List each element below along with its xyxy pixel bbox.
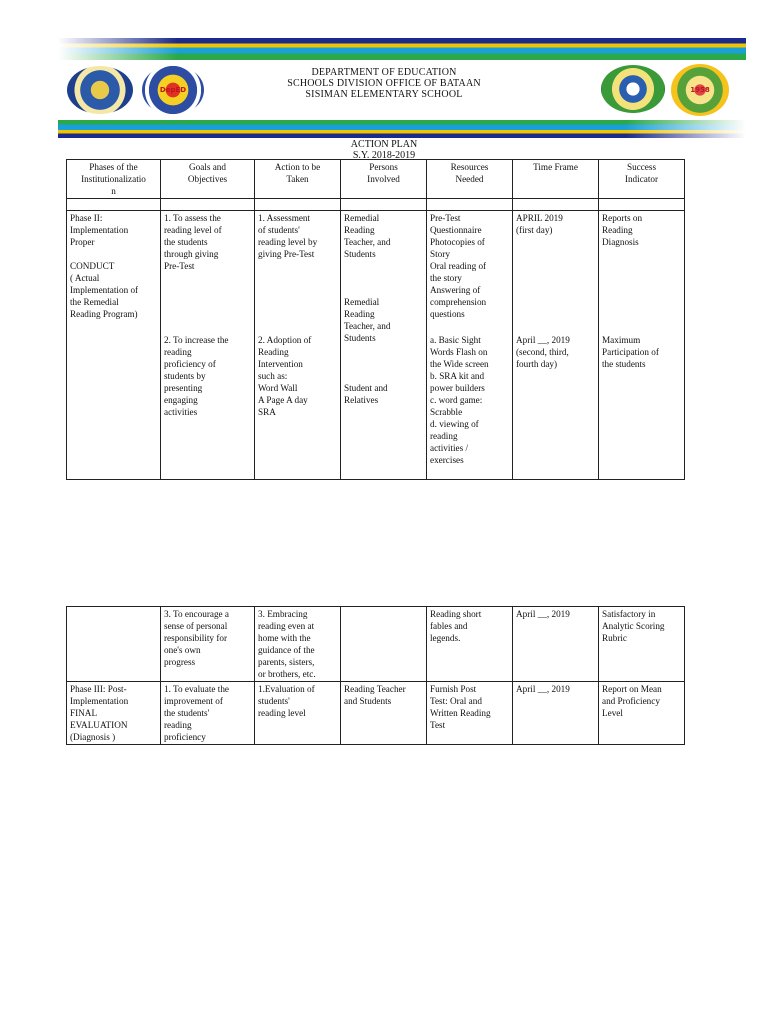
table-spacer-row bbox=[67, 199, 685, 211]
phase-cell bbox=[67, 607, 161, 682]
action-cell: 1.Evaluation of students' reading level bbox=[255, 682, 341, 745]
table-row bbox=[67, 682, 685, 745]
header-goals: Goals and Objectives bbox=[161, 160, 255, 199]
header-success-indicator: Success Indicator bbox=[599, 160, 685, 199]
persons-2: Student and Relatives bbox=[344, 383, 388, 405]
header-phases: Phases of the Institutionalizatio n bbox=[67, 160, 161, 199]
school-seal-text: 1958 bbox=[690, 86, 710, 94]
persons-cell: Reading Teacher and Students bbox=[341, 682, 427, 745]
phase-cell: Phase III: Post- Implementation FINAL EVALUATION (Diagnosis ) bbox=[67, 682, 161, 745]
resources-2: a. Basic Sight Words Flash on the Wide screen b. SRA kit and power builders c. word game: Scrabble d. viewing of reading activities / exercises bbox=[430, 335, 489, 465]
action-plan-table bbox=[66, 159, 685, 480]
time-1: APRIL 2019 (first day) bbox=[516, 213, 563, 235]
table-row bbox=[67, 211, 685, 480]
action-2: 2. Adoption of Reading Intervention such as: Word Wall A Page A day SRA bbox=[258, 335, 312, 417]
action-plan-table-continued bbox=[66, 606, 685, 745]
persons-cell bbox=[341, 211, 427, 480]
indicator-2: Maximum Participation of the students bbox=[602, 335, 659, 369]
time-2: April __, 2019 (second, third, fourth day) bbox=[516, 335, 570, 369]
goal-2: 2. To increase the reading proficiency of students by presenting engaging activities bbox=[164, 335, 229, 417]
indicator-1: Reports on Reading Diagnosis bbox=[602, 213, 643, 247]
letterhead bbox=[0, 67, 768, 100]
header-persons: Persons Involved bbox=[341, 160, 427, 199]
table-row bbox=[67, 607, 685, 682]
plan-title: ACTION PLAN bbox=[350, 139, 418, 150]
goal-cell: 3. To encourage a sense of personal responsibility for one's own progress bbox=[161, 607, 255, 682]
indicator-cell bbox=[599, 211, 685, 480]
goal-cell: 1. To evaluate the improvement of the students' reading proficiency bbox=[161, 682, 255, 745]
deped-logo-text: DepED bbox=[159, 86, 187, 94]
resources-cell: Reading short fables and legends. bbox=[427, 607, 513, 682]
indicator-cell: Report on Mean and Proficiency Level bbox=[599, 682, 685, 745]
indicator-cell: Satisfactory in Analytic Scoring Rubric bbox=[599, 607, 685, 682]
action-1: 1. Assessment of students' reading level by giving Pre-Test bbox=[258, 213, 318, 259]
header-resources: Resources Needed bbox=[427, 160, 513, 199]
resources-cell bbox=[427, 211, 513, 480]
resources-cell: Furnish Post Test: Oral and Written Reading Test bbox=[427, 682, 513, 745]
department-name: DEPARTMENT OF EDUCATION bbox=[311, 67, 457, 78]
plan-title-block bbox=[0, 139, 768, 161]
goal-1: 1. To assess the reading level of the students through giving Pre-Test bbox=[164, 213, 222, 271]
action-cell: 3. Embracing reading even at home with the guidance of the parents, sisters, or brothers, etc. bbox=[255, 607, 341, 682]
time-cell: April __, 2019 bbox=[513, 682, 599, 745]
persons-1: Remedial Reading Teacher, and Students Remedial Reading Teacher, and Students bbox=[344, 213, 391, 343]
goal-cell bbox=[161, 211, 255, 480]
persons-cell bbox=[341, 607, 427, 682]
resources-1: Pre-Test Questionnaire Photocopies of Story Oral reading of the story Answering of comprehension questions bbox=[430, 213, 487, 319]
school-year: S.Y. 2018-2019 bbox=[352, 150, 416, 161]
phase-cell: Phase II: Implementation Proper CONDUCT ( Actual Implementation of the Remedial Reading Program) bbox=[67, 211, 161, 480]
header-action: Action to be Taken bbox=[255, 160, 341, 199]
division-name: SCHOOLS DIVISION OFFICE OF BATAAN bbox=[287, 78, 481, 89]
table-header-row bbox=[67, 160, 685, 199]
time-cell: April __, 2019 bbox=[513, 607, 599, 682]
header-time-frame: Time Frame bbox=[513, 160, 599, 199]
action-cell bbox=[255, 211, 341, 480]
school-name: SISIMAN ELEMENTARY SCHOOL bbox=[305, 89, 463, 100]
time-cell bbox=[513, 211, 599, 480]
header-color-band bbox=[58, 38, 746, 60]
footer-color-band bbox=[58, 120, 746, 138]
